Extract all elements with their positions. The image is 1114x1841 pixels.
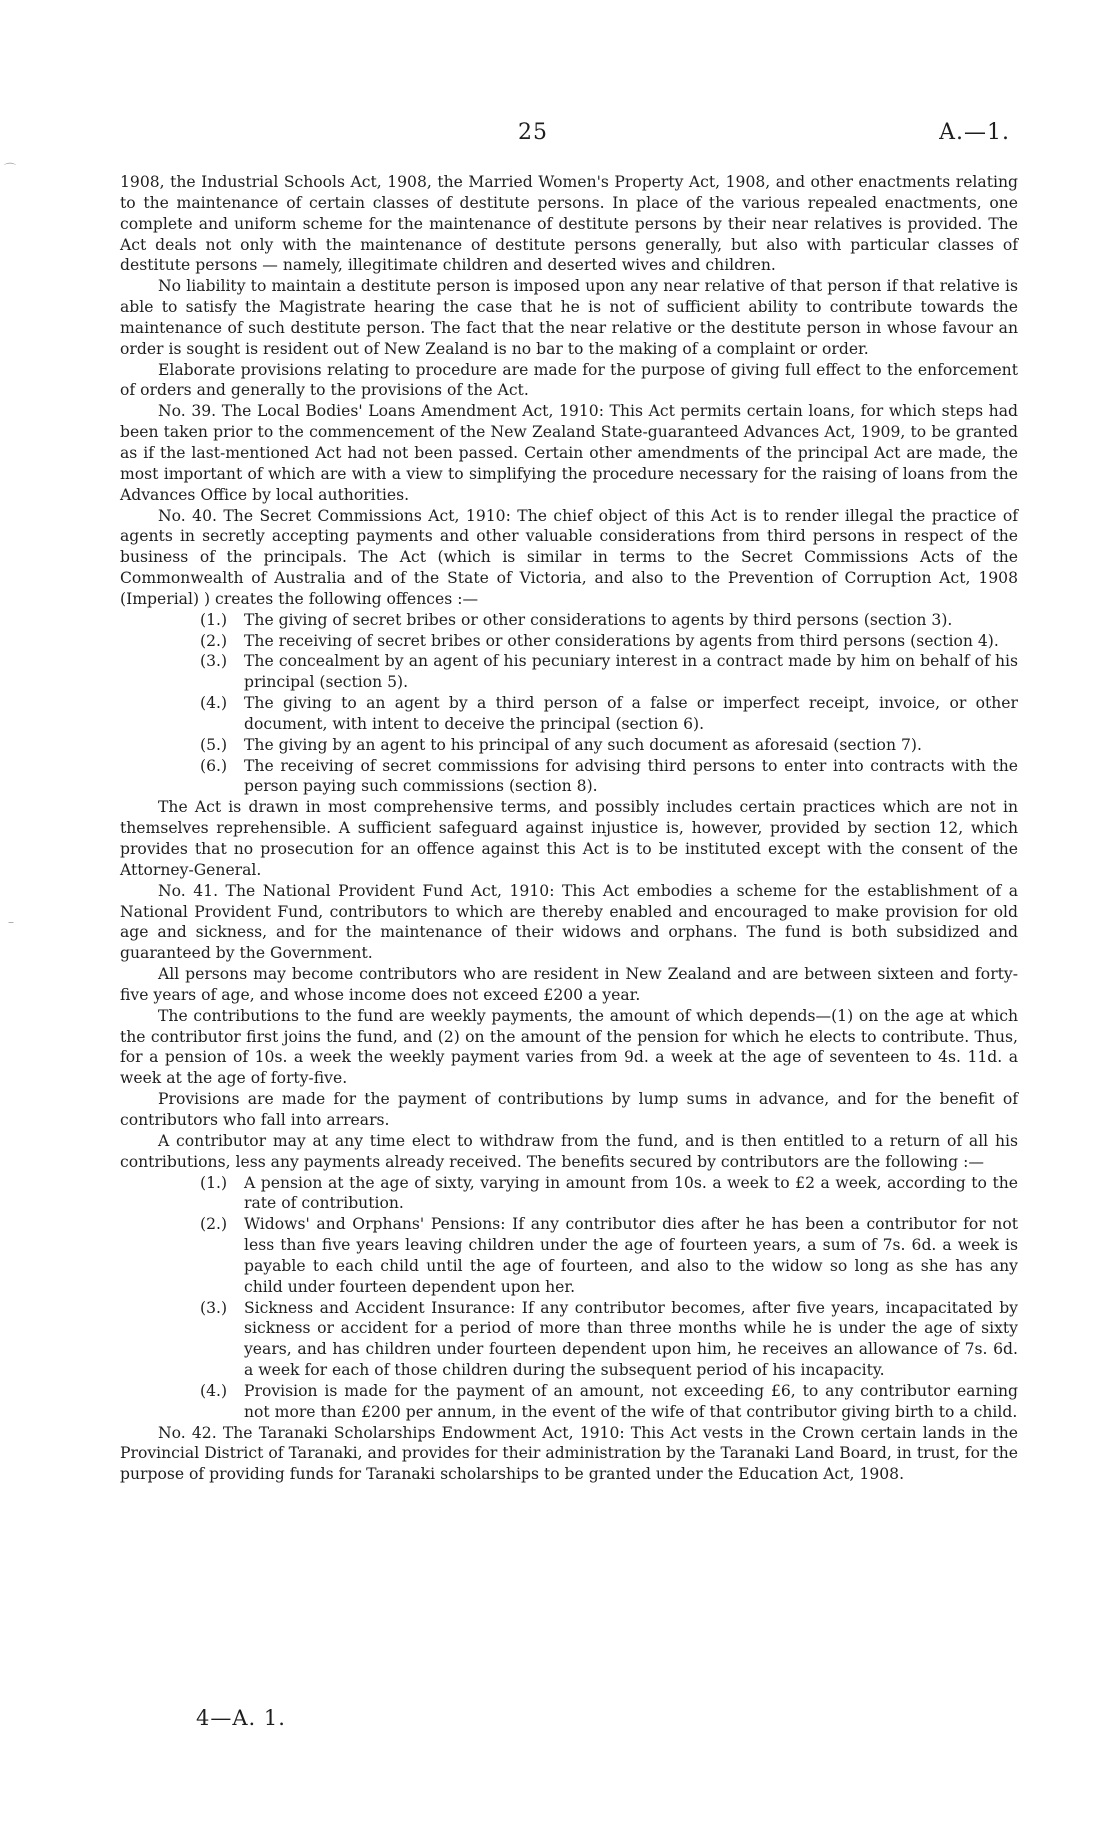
list-item: [120, 1173, 1018, 1215]
paragraph-act-39: No. 39. The Local Bodies' Loans Amendment Act, 1910: This Act permits certain loans, for which steps had been taken prior to the commencement of the New Zealand State-guaranteed Advances Act, 1909, to be granted as if the last-mentioned Act had not been passed. Certain other amendments of the principal Act are made, the most important of which are with a view to simplifying the procedure necessary for the raising of loans from the Advances Office by local authorities.: [120, 402, 1018, 504]
document-body: [120, 172, 1018, 1485]
page-number: 25: [518, 120, 548, 145]
list-item: [120, 735, 1018, 756]
list-item: [120, 631, 1018, 652]
benefits-list: [120, 1173, 1018, 1423]
list-item-text: Provision is made for the payment of an amount, not exceeding £6, to any contributor earning not more than £200 per annum, in the event of the wife of that contributor giving birth to a child.: [244, 1381, 1018, 1421]
paragraph: A contributor may at any time elect to withdraw from the fund, and is then entitled to a return of all his contributions, less any payments already received. The benefits secured by contributors are the following :—: [120, 1131, 1018, 1171]
margin-mark: ⌒: [4, 162, 17, 176]
page-header: [0, 120, 1114, 150]
paragraph: The Act is drawn in most comprehensive terms, and possibly includes certain practices which are not in themselves reprehensible. A sufficient safeguard against injustice is, however, provided by section 12, which provides that no prosecution for an offence against this Act is to be instituted except with the consent of the Attorney-General.: [120, 798, 1018, 879]
list-item: [120, 693, 1018, 735]
paragraph: Elaborate provisions relating to procedure are made for the purpose of giving full effect to the enforcement of orders and generally to the provisions of the Act.: [120, 360, 1018, 400]
list-item-number: (3.): [200, 1298, 228, 1317]
paragraph: 1908, the Industrial Schools Act, 1908, the Married Women's Property Act, 1908, and other enactments relating to the maintenance of certain classes of destitute persons. In place of the various repealed enactments, one complete and uniform scheme for the maintenance of destitute persons by their near relatives is provided. The Act deals not only with the maintenance of destitute persons generally, but also with particular classes of destitute persons — namely, illegitimate children and deserted wives and children.: [120, 173, 1018, 275]
margin-mark: –: [8, 915, 14, 929]
paragraph-act-40: No. 40. The Secret Commissions Act, 1910: The chief object of this Act is to render illegal the practice of agents in secretly accepting payments and other valuable considerations from third persons in respect of the business of the principals. The Act (which is similar in terms to the Secret Commissions Acts of the Commonwealth of Australia and of the State of Victoria, and also to the Prevention of Corruption Act, 1908 (Imperial) ) creates the following offences :—: [120, 506, 1018, 608]
paragraph-act-42: No. 42. The Taranaki Scholarships Endowment Act, 1910: This Act vests in the Crown certain lands in the Provincial District of Taranaki, and provides for their administration by the Taranaki Land Board, in trust, for the purpose of providing funds for Taranaki scholarships to be granted under the Education Act, 1908.: [120, 1423, 1018, 1484]
paragraph-act-41: No. 41. The National Provident Fund Act, 1910: This Act embodies a scheme for the establishment of a National Provident Fund, contributors to which are thereby enabled and encouraged to make provision for old age and sickness, and for the maintenance of their widows and orphans. The fund is both subsidized and guaranteed by the Government.: [120, 881, 1018, 963]
list-item-number: (2.): [200, 631, 228, 650]
paragraph: The contributions to the fund are weekly payments, the amount of which depends—(1) on the age at which the contributor first joins the fund, and (2) on the amount of the pension for which he elects to contribute. Thus, for a pension of 10s. a week the weekly payment varies from 9d. a week at the age of seventeen to 4s. 11d. a week at the age of forty-five.: [120, 1006, 1018, 1088]
list-item: [120, 1298, 1018, 1381]
list-item-text: The giving to an agent by a third person of a false or imperfect receipt, invoice, or other document, with intent to deceive the principal (section 6).: [244, 694, 1018, 733]
list-item-text: The receiving of secret commissions for advising third persons to enter into contracts with the person paying such commissions (section 8).: [244, 756, 1018, 796]
list-item: [120, 651, 1018, 693]
list-item: [120, 756, 1018, 798]
list-item-number: (5.): [200, 735, 228, 754]
offences-list: [120, 610, 1018, 798]
list-item-text: Sickness and Accident Insurance: If any contributor becomes, after five years, incapacitated by sickness or accident for a period of more than three months while he is under the age of sixty years, and has children under fourteen dependent upon him, he receives an allowance of 7s. 6d. a week for each of those children during the subsequent period of his incapacity.: [244, 1298, 1018, 1380]
list-item-number: (1.): [200, 610, 228, 629]
list-item-number: (4.): [200, 1381, 228, 1400]
list-item-number: (3.): [200, 652, 228, 671]
list-item-text: The receiving of secret bribes or other considerations by agents from third persons (section 4).: [244, 631, 999, 650]
list-item: [120, 1214, 1018, 1297]
list-item-number: (1.): [200, 1173, 228, 1192]
page-signature: 4—A. 1.: [196, 1706, 286, 1730]
list-item-text: A pension at the age of sixty, varying in amount from 10s. a week to £2 a week, according to the rate of contribution.: [244, 1173, 1018, 1213]
list-item-text: Widows' and Orphans' Pensions: If any contributor dies after he has been a contributor for not less than five years leaving children under the age of fourteen years, a sum of 7s. 6d. a week is payable to each child until the age of fourteen, and also to the widow so long as she has any child under fourteen dependent upon her.: [244, 1215, 1018, 1296]
paragraph: Provisions are made for the payment of contributions by lump sums in advance, and for the benefit of contributors who fall into arrears.: [120, 1090, 1018, 1129]
list-item-text: The giving of secret bribes or other considerations to agents by third persons (section 3).: [244, 610, 953, 629]
list-item: [120, 610, 1018, 631]
list-item-number: (4.): [200, 694, 228, 713]
document-reference: A.—1.: [939, 120, 1010, 145]
list-item: [120, 1381, 1018, 1423]
list-item-text: The giving by an agent to his principal of any such document as aforesaid (section 7).: [244, 735, 922, 754]
paragraph: All persons may become contributors who are resident in New Zealand and are between sixteen and forty-five years of age, and whose income does not exceed £200 a year.: [120, 965, 1018, 1004]
paragraph: No liability to maintain a destitute person is imposed upon any near relative of that person if that relative is able to satisfy the Magistrate hearing the case that he is not of sufficient ability to contribute towards the maintenance of such destitute person. The fact that the near relative or the destitute person in whose favour an order is sought is resident out of New Zealand is no bar to the making of a complaint or order.: [120, 277, 1018, 358]
list-item-text: The concealment by an agent of his pecuniary interest in a contract made by him on behalf of his principal (section 5).: [244, 652, 1018, 692]
list-item-number: (6.): [200, 756, 228, 775]
list-item-number: (2.): [200, 1215, 228, 1234]
